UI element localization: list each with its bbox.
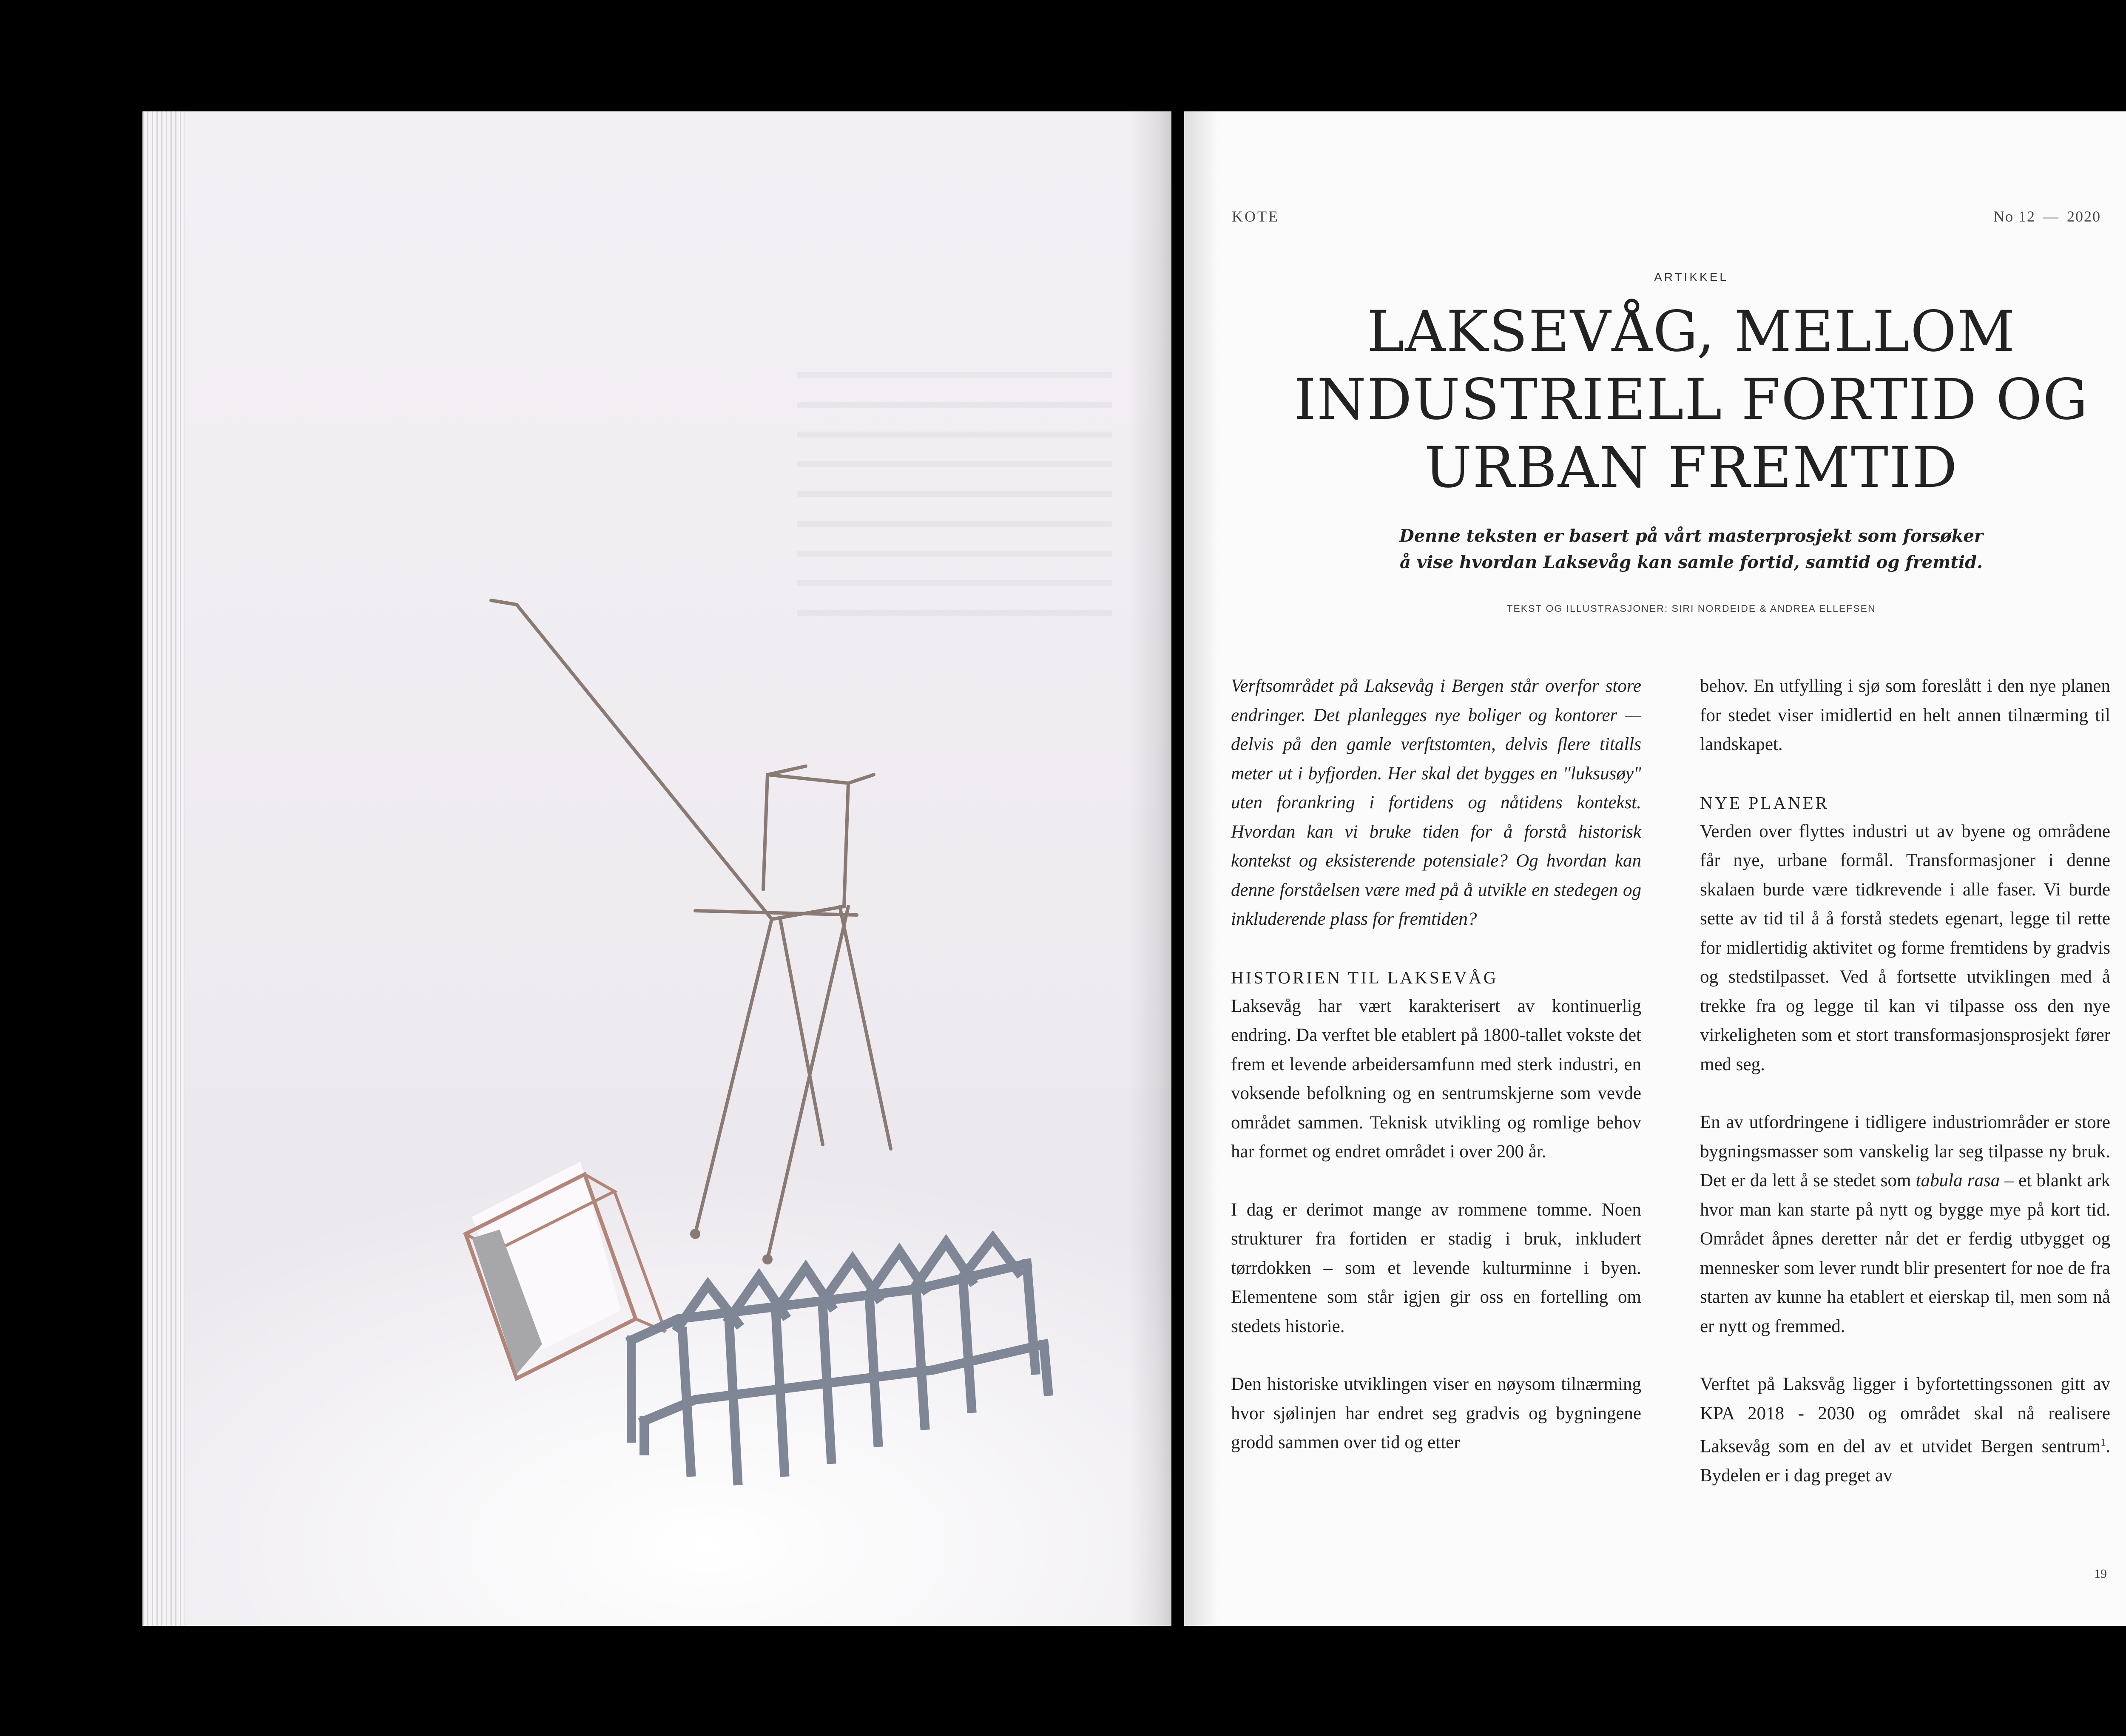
text-column-right (1700, 672, 2110, 1490)
issue-separator: — (2043, 208, 2059, 225)
issue-year: 2020 (2067, 208, 2101, 225)
text-run: – et blankt ark hvor man kan starte på nytt og bygge mye på kort tid. Området åpnes deretter når det er ferdig utbygget og mennesker som lever rundt blir presentert for noe de fra starten av kunne ha etablert et eierskap til, men som nå er nytt og fremmed. (1700, 1171, 2110, 1336)
article-lede (1184, 523, 2126, 576)
left-page-edges (142, 111, 185, 1626)
section-heading-history: HISTORIEN TIL LAKSEVÅG (1231, 967, 1498, 987)
text-run-italic: tabula rasa (1916, 1171, 2000, 1190)
footnote-marker: 1 (2100, 1437, 2106, 1448)
issue-number: No 12 (1993, 208, 2035, 225)
page-number: 19 (2094, 1567, 2107, 1581)
lede-line: Denne teksten er basert på vårt masterprosjekt som forsøker (1399, 526, 1983, 546)
body-paragraph: I dag er derimot mange av rommene tomme. Noen strukturer fra fortiden er stadig i bruk, inkludert tørrdokken – som et levende kulturminne i byen. Elementene som står igjen gir oss en fortelling om stedets historie. (1231, 1199, 1641, 1336)
body-paragraph: behov. En utfylling i sjø som foreslått i den nye planen for stedet viser imidlertid en helt annen tilnærming til landskapet. (1700, 676, 2110, 754)
title-line: LAKSEVÅG, MELLOM (1367, 299, 2016, 364)
intro-paragraph: Verftsområdet på Laksevåg i Bergen står overfor store endringer. Det planlegges nye boliger og kontorer — delvis på den gamle verftstomten, delvis flere titalls meter ut i byfjorden. Her skal det bygges en "luksusøy" uten forankring i fortidens og nåtidens kontekst. Hvordan kan vi bruke tiden for å forstå historisk kontekst og eksisterende potensiale? Og hvordan kan denne forståelsen være med på å utvikle en stedegen og inkluderende plass for fremtiden? (1231, 676, 1641, 929)
body-paragraph (1700, 1108, 2110, 1341)
text-column-left (1231, 672, 1641, 1458)
lede-line: å vise hvordan Laksevåg kan samle fortid, samtid og fremtid. (1400, 552, 1983, 572)
text-run: En av utfordringene i tidligere industriområder er store bygningsmasser som vanskelig lar seg tilpasse ny bruk. Det er da lett å se stedet som (1700, 1112, 2110, 1190)
body-paragraph (1700, 1370, 2110, 1490)
body-paragraph: Den historiske utviklingen viser en nøysom tilnærming hvor sjølinjen har endret seg gradvis og bygningene grodd sammen over tid og etter (1231, 1374, 1641, 1452)
body-paragraph: Verden over flyttes industri ut av byene og områdene får nye, urbane formål. Transformasjoner i denne skalaen burde være tidkrevende i alle faser. Vi burde sette av tid til å å forstå stedets egenart, legge til rette for midlertidig aktivitet og forme fremtidens by gradvis og stedstilpasset. Ved å fortsette utviklingen med å trekke fra og legge til kan vi tilpasse oss den nye virkeligheten som et stort transformasjonsprosjekt fører med seg. (1700, 821, 2110, 1074)
left-page (142, 111, 1171, 1626)
article-kicker: ARTIKKEL (1654, 270, 1728, 284)
title-line: URBAN FREMTID (1424, 435, 1958, 500)
article-title (1184, 298, 2126, 502)
article-byline: TEKST OG ILLUSTRASJONER: SIRI NORDEIDE & ANDREA ELLEFSEN (1506, 603, 1876, 614)
title-line: INDUSTRIELL FORTID OG (1294, 367, 2089, 432)
text-run: Verftet på Laksvåg ligger i byfortettingssonen gitt av KPA 2018 - 2030 og området skal nå realisere Laksevåg som en del av et utvidet Bergen sentrum (1700, 1374, 2110, 1457)
running-header-magazine: KOTE (1232, 208, 1279, 225)
section-heading-plans: NYE PLANER (1700, 793, 1829, 813)
gutter-shadow (1129, 111, 1171, 1626)
running-header-issue (1993, 207, 2101, 225)
text-run: . Bydelen er i dag preget av (1700, 1436, 2110, 1486)
body-paragraph: Laksevåg har vært karakterisert av kontinuerlig endring. Da verftet ble etablert på 1800-tallet vokste det frem et levende arbeidersamfunn med sterk industri, en voksende befolkning og en sentrumskjerne som vevde området sammen. Teknisk utvikling og romlige behov har formet og endret området i over 200 år. (1231, 996, 1641, 1162)
wire-model-photo (142, 111, 1171, 1626)
